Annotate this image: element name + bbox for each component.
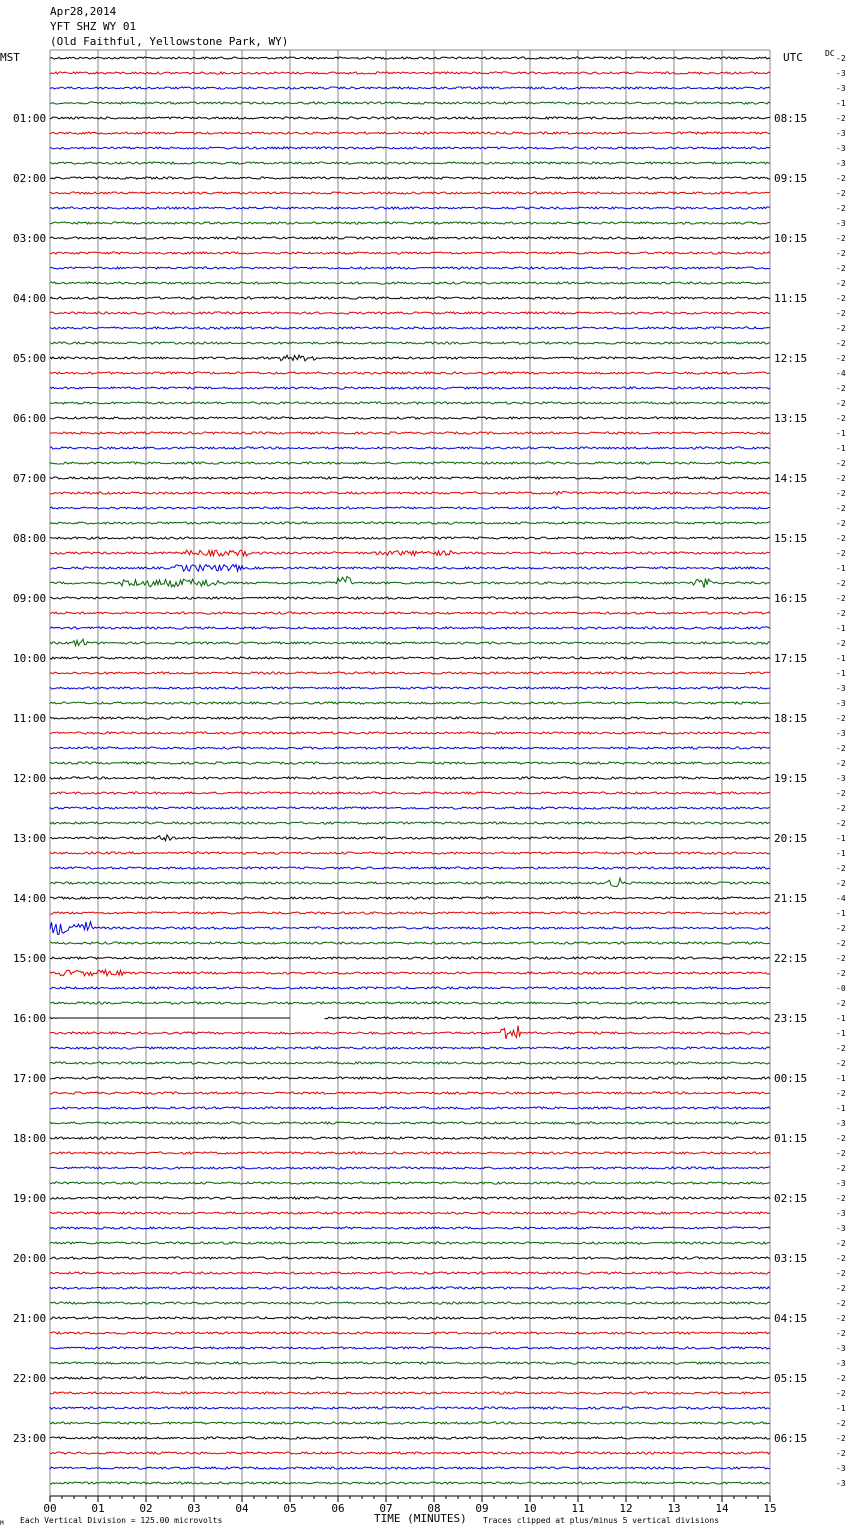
dc-offset-label: -1 [836, 624, 846, 633]
seismic-trace [50, 1227, 770, 1229]
seismic-trace [50, 462, 770, 464]
seismic-trace [50, 297, 770, 299]
mst-hour-label: 06:00 [13, 412, 47, 425]
dc-offset-label: -2 [836, 189, 846, 198]
seismic-trace [50, 1377, 770, 1379]
dc-offset-label: -4 [836, 369, 846, 378]
seismic-trace [50, 612, 770, 614]
seismic-trace [50, 762, 770, 764]
station-location: (Old Faithful, Yellowstone Park, WY) [50, 35, 289, 48]
dc-offset-label: -2 [836, 384, 846, 393]
dc-offset-label: -2 [836, 459, 846, 468]
utc-hour-labels [774, 112, 807, 1445]
dc-offset-label: -3 [836, 774, 846, 783]
seismic-trace [50, 132, 770, 134]
dc-offset-label: -2 [836, 234, 846, 243]
dc-offset-label: -2 [836, 999, 846, 1008]
seismic-trace [50, 1272, 770, 1274]
dc-offset-label: -2 [836, 924, 846, 933]
seismic-trace [50, 117, 770, 119]
seismic-trace [50, 147, 770, 149]
dc-offset-label: -2 [836, 1164, 846, 1173]
mst-hour-label: 18:00 [13, 1132, 47, 1145]
dc-offset-label: -2 [836, 1149, 846, 1158]
dc-offset-label: -1 [836, 429, 846, 438]
seismic-trace [50, 1182, 770, 1184]
mst-hour-label: 19:00 [13, 1192, 47, 1205]
scale-note: Each Vertical Division = 125.00 microvolts [20, 1516, 223, 1525]
seismic-trace [50, 597, 770, 599]
seismic-trace [50, 522, 770, 524]
dc-offset-label: -2 [836, 954, 846, 963]
x-tick-label: 06 [331, 1502, 345, 1515]
utc-hour-label: 19:15 [774, 772, 808, 785]
seismic-traces [50, 57, 770, 1484]
dc-offset-label: -2 [836, 639, 846, 648]
utc-hour-label: 12:15 [774, 352, 808, 365]
utc-hour-label: 22:15 [774, 952, 808, 965]
seismic-trace [50, 355, 770, 361]
seismic-trace [50, 162, 770, 164]
utc-hour-label: 06:15 [774, 1432, 808, 1445]
dc-offset-label: -2 [836, 549, 846, 558]
dc-offset-label: -2 [836, 279, 846, 288]
seismic-trace [50, 1092, 770, 1094]
seismic-trace [50, 1122, 770, 1124]
dc-offset-label: -2 [836, 1134, 846, 1143]
dc-offset-label: -2 [836, 1284, 846, 1293]
utc-hour-label: 08:15 [774, 112, 808, 125]
utc-hour-label: 02:15 [774, 1192, 808, 1205]
seismic-trace [50, 477, 770, 479]
seismic-trace [50, 897, 770, 899]
seismic-trace [50, 432, 770, 434]
utc-hour-label: 10:15 [774, 232, 808, 245]
seismic-trace [50, 1197, 770, 1199]
utc-axis-title: UTC [783, 51, 803, 64]
station-code: YFT SHZ WY 01 [50, 20, 137, 33]
seismic-trace [50, 1257, 770, 1259]
seismic-trace [50, 1002, 770, 1004]
dc-offset-label: -2 [836, 864, 846, 873]
seismic-trace [50, 987, 770, 989]
seismic-trace [50, 417, 770, 419]
utc-hour-label: 20:15 [774, 832, 808, 845]
seismic-trace [50, 639, 770, 646]
mst-hour-label: 12:00 [13, 772, 47, 785]
seismic-trace [50, 87, 770, 89]
dc-header-label: DC [825, 49, 835, 58]
mst-hour-label: 21:00 [13, 1312, 47, 1325]
seismic-trace [50, 1242, 770, 1244]
dc-offset-label: -2 [836, 1449, 846, 1458]
seismic-trace [50, 537, 770, 539]
seismic-trace [50, 1137, 770, 1139]
mst-hour-label: 05:00 [13, 352, 47, 365]
seismic-trace [50, 237, 770, 239]
seismic-trace [50, 702, 770, 704]
seismic-trace [50, 1047, 770, 1049]
seismic-trace [50, 1062, 770, 1064]
seismic-trace [50, 942, 770, 944]
seismic-trace [50, 222, 770, 224]
seismic-trace [50, 792, 770, 794]
x-tick-label: 03 [187, 1502, 201, 1515]
mst-hour-label: 04:00 [13, 292, 47, 305]
dc-offset-label: -2 [836, 309, 846, 318]
dc-offset-label: -2 [836, 1374, 846, 1383]
seismic-trace [50, 835, 770, 841]
dc-offset-label: -2 [836, 1254, 846, 1263]
dc-offset-label: -1 [836, 99, 846, 108]
seismic-trace [50, 1212, 770, 1214]
seismic-trace [50, 267, 770, 269]
dc-offset-label: -2 [836, 414, 846, 423]
mst-hour-label: 14:00 [13, 892, 47, 905]
dc-offset-label: -2 [836, 1389, 846, 1398]
seismic-trace [50, 627, 770, 629]
dc-offset-label: -2 [836, 1329, 846, 1338]
dc-offset-label: -2 [836, 1434, 846, 1443]
mst-hour-labels [13, 112, 46, 1445]
dc-offset-label: -2 [836, 1419, 846, 1428]
x-tick-label: 10 [523, 1502, 537, 1515]
mst-hour-label: 16:00 [13, 1012, 47, 1025]
seismic-trace [50, 1482, 770, 1484]
dc-offset-label: -2 [836, 1059, 846, 1068]
utc-hour-label: 05:15 [774, 1372, 808, 1385]
seismic-trace [50, 1152, 770, 1154]
seismic-trace [50, 878, 770, 887]
seismic-trace [50, 447, 770, 449]
x-tick-label: 14 [715, 1502, 729, 1515]
dc-offset-label: -2 [836, 1299, 846, 1308]
clip-note: Traces clipped at plus/minus 5 vertical divisions [483, 1516, 720, 1525]
dc-offset-label: -1 [836, 849, 846, 858]
dc-offset-label: -2 [836, 399, 846, 408]
dc-offset-label: -2 [836, 969, 846, 978]
seismic-trace [50, 282, 770, 284]
dc-offset-label: -3 [836, 1224, 846, 1233]
x-tick-label: 15 [763, 1502, 777, 1515]
dc-offset-label: -2 [836, 294, 846, 303]
seismic-trace [50, 102, 770, 104]
seismic-trace [50, 1452, 770, 1454]
dc-offset-label: -3 [836, 1359, 846, 1368]
mst-hour-label: 07:00 [13, 472, 47, 485]
seismic-trace [50, 1407, 770, 1409]
mst-hour-label: 01:00 [13, 112, 47, 125]
seismic-trace [50, 192, 770, 194]
utc-hour-label: 04:15 [774, 1312, 808, 1325]
dc-offset-label: -2 [836, 1089, 846, 1098]
utc-hour-label: 23:15 [774, 1012, 808, 1025]
dc-offset-label: -2 [836, 54, 846, 63]
seismic-trace [50, 1287, 770, 1289]
seismic-trace [50, 387, 770, 389]
utc-hour-label: 21:15 [774, 892, 808, 905]
dc-offset-label: -2 [836, 939, 846, 948]
x-axis-title: TIME (MINUTES) [374, 1512, 467, 1525]
dc-offset-label: -2 [836, 804, 846, 813]
utc-hour-label: 15:15 [774, 532, 808, 545]
seismic-trace [50, 732, 770, 734]
dc-offset-label: -3 [836, 1479, 846, 1488]
dc-offset-label: -2 [836, 579, 846, 588]
seismic-trace [50, 1467, 770, 1469]
seismic-trace [50, 565, 770, 572]
dc-offset-label: -2 [836, 1314, 846, 1323]
dc-offset-label: -3 [836, 1464, 846, 1473]
seismic-trace [50, 672, 770, 674]
dc-offset-label: -2 [836, 744, 846, 753]
dc-offset-label: -4 [836, 894, 846, 903]
seismic-trace [50, 657, 770, 659]
x-tick-label: 05 [283, 1502, 297, 1515]
dc-offset-label: -1 [836, 444, 846, 453]
utc-hour-label: 00:15 [774, 1072, 808, 1085]
mst-hour-label: 13:00 [13, 832, 47, 845]
dc-offset-labels [836, 54, 846, 1488]
mst-hour-label: 15:00 [13, 952, 47, 965]
mst-axis-title: MST [0, 51, 20, 64]
seismic-trace [50, 717, 770, 719]
mst-hour-label: 22:00 [13, 1372, 47, 1385]
seismic-trace [50, 822, 770, 824]
dc-offset-label: -1 [836, 669, 846, 678]
seismic-trace [50, 372, 770, 374]
dc-offset-label: -2 [836, 249, 846, 258]
seismic-trace [50, 550, 770, 556]
seismic-trace [50, 1025, 770, 1039]
dc-offset-label: -3 [836, 69, 846, 78]
dc-offset-label: -3 [836, 84, 846, 93]
x-tick-label: 01 [91, 1502, 105, 1515]
seismic-trace [50, 687, 770, 689]
x-tick-label: 09 [475, 1502, 489, 1515]
seismic-trace [50, 807, 770, 809]
mst-hour-label: 02:00 [13, 172, 47, 185]
utc-hour-label: 13:15 [774, 412, 808, 425]
corner-mark: M [0, 1520, 4, 1527]
seismic-trace [50, 922, 770, 935]
dc-offset-label: -2 [836, 489, 846, 498]
seismic-trace [50, 1167, 770, 1169]
utc-hour-label: 16:15 [774, 592, 808, 605]
seismic-trace [50, 57, 770, 59]
x-tick-label: 12 [619, 1502, 633, 1515]
seismic-trace [50, 1422, 770, 1424]
mst-hour-label: 10:00 [13, 652, 47, 665]
seismic-trace [50, 252, 770, 254]
dc-offset-label: -1 [836, 1104, 846, 1113]
seismic-trace [50, 207, 770, 209]
mst-hour-label: 11:00 [13, 712, 47, 725]
seismic-trace [50, 970, 770, 976]
dc-offset-label: -2 [836, 1194, 846, 1203]
dc-offset-label: -2 [836, 474, 846, 483]
x-tick-label: 04 [235, 1502, 249, 1515]
dc-offset-label: -3 [836, 1119, 846, 1128]
seismic-trace [50, 912, 770, 914]
seismic-trace [50, 1347, 770, 1349]
dc-offset-label: -2 [836, 354, 846, 363]
dc-offset-label: -1 [836, 834, 846, 843]
dc-offset-label: -2 [836, 339, 846, 348]
utc-hour-label: 09:15 [774, 172, 808, 185]
dc-offset-label: -3 [836, 1179, 846, 1188]
dc-offset-label: -1 [836, 564, 846, 573]
x-tick-label: 08 [427, 1502, 441, 1515]
dc-offset-label: -2 [836, 534, 846, 543]
dc-offset-label: -3 [836, 1209, 846, 1218]
mst-hour-label: 20:00 [13, 1252, 47, 1265]
dc-offset-label: -3 [836, 684, 846, 693]
dc-offset-label: -2 [836, 789, 846, 798]
dc-offset-label: -2 [836, 174, 846, 183]
dc-offset-label: -2 [836, 609, 846, 618]
dc-offset-label: -3 [836, 699, 846, 708]
dc-offset-label: -2 [836, 714, 846, 723]
dc-offset-label: -2 [836, 204, 846, 213]
seismic-trace [50, 177, 770, 179]
seismic-trace [50, 1317, 770, 1319]
seismic-trace [50, 1392, 770, 1394]
mst-hour-label: 23:00 [13, 1432, 47, 1445]
seismic-trace [50, 852, 770, 854]
dc-offset-label: -3 [836, 129, 846, 138]
seismic-trace [50, 402, 770, 404]
x-tick-label: 13 [667, 1502, 681, 1515]
seismic-trace [50, 327, 770, 329]
seismic-trace [50, 491, 770, 494]
seismic-trace [50, 1437, 770, 1439]
dc-offset-label: -2 [836, 1044, 846, 1053]
utc-hour-label: 18:15 [774, 712, 808, 725]
seismic-trace [50, 342, 770, 344]
dc-offset-label: -2 [836, 1239, 846, 1248]
seismic-trace [50, 1017, 770, 1019]
mst-hour-label: 17:00 [13, 1072, 47, 1085]
dc-offset-label: -2 [836, 504, 846, 513]
dc-offset-label: -1 [836, 654, 846, 663]
x-tick-label: 00 [43, 1502, 57, 1515]
seismic-trace [50, 1302, 770, 1304]
utc-hour-label: 17:15 [774, 652, 808, 665]
dc-offset-label: -2 [836, 114, 846, 123]
seismic-trace [50, 507, 770, 509]
dc-offset-label: -1 [836, 1404, 846, 1413]
mst-hour-label: 03:00 [13, 232, 47, 245]
dc-offset-label: -3 [836, 729, 846, 738]
dc-offset-label: -0 [836, 984, 846, 993]
dc-offset-label: -3 [836, 1344, 846, 1353]
seismic-trace [50, 777, 770, 779]
seismic-trace [50, 1107, 770, 1109]
dc-offset-label: -1 [836, 909, 846, 918]
x-tick-label: 02 [139, 1502, 153, 1515]
dc-offset-label: -2 [836, 264, 846, 273]
dc-offset-label: -3 [836, 219, 846, 228]
utc-hour-label: 03:15 [774, 1252, 808, 1265]
dc-offset-label: -2 [836, 324, 846, 333]
seismic-trace [50, 576, 770, 587]
utc-hour-label: 14:15 [774, 472, 808, 485]
dc-offset-label: -1 [836, 1014, 846, 1023]
dc-offset-label: -1 [836, 1029, 846, 1038]
seismic-trace [50, 1077, 770, 1079]
mst-hour-label: 08:00 [13, 532, 47, 545]
dc-offset-label: -2 [836, 594, 846, 603]
dc-offset-label: -2 [836, 1269, 846, 1278]
seismic-trace [50, 1362, 770, 1364]
seismic-trace [50, 957, 770, 959]
dc-offset-label: -2 [836, 759, 846, 768]
dc-offset-label: -1 [836, 1074, 846, 1083]
seismic-trace [50, 747, 770, 749]
seismic-trace [50, 1332, 770, 1334]
seismic-trace [50, 867, 770, 869]
dc-offset-label: -2 [836, 519, 846, 528]
mst-hour-label: 09:00 [13, 592, 47, 605]
dc-offset-label: -2 [836, 819, 846, 828]
utc-hour-label: 01:15 [774, 1132, 808, 1145]
seismic-trace [50, 312, 770, 314]
plot-date: Apr28,2014 [50, 5, 117, 18]
dc-offset-label: -2 [836, 879, 846, 888]
dc-offset-label: -3 [836, 159, 846, 168]
seismic-trace [50, 72, 770, 74]
x-tick-label: 11 [571, 1502, 585, 1515]
utc-hour-label: 11:15 [774, 292, 808, 305]
dc-offset-label: -3 [836, 144, 846, 153]
x-tick-label: 07 [379, 1502, 393, 1515]
